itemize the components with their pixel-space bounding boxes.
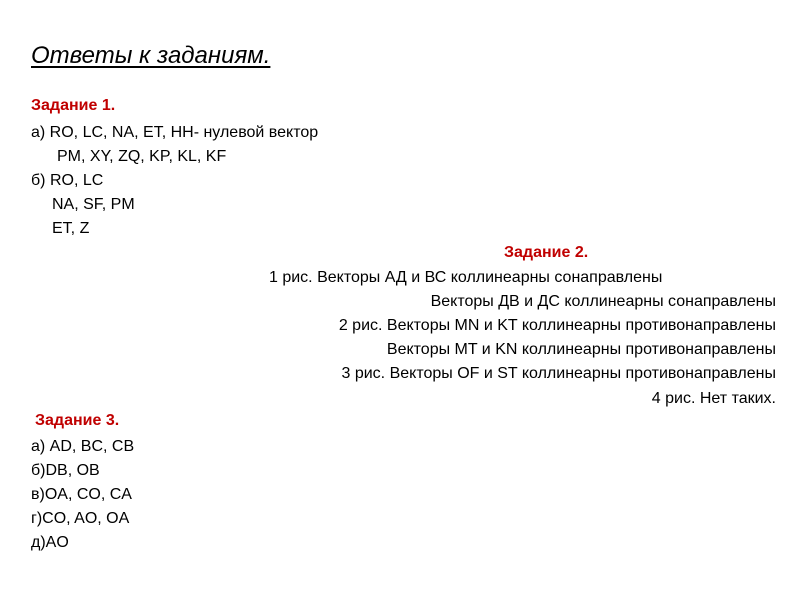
task2-line-5: 3 рис. Векторы OF и ST коллинеарны противонаправлены bbox=[341, 365, 776, 382]
task3-line-a: а) AD, BC, CB bbox=[31, 438, 135, 455]
answers-title: Ответы к заданиям. bbox=[31, 42, 271, 69]
task3-line-g: г)CO, AO, OA bbox=[31, 510, 130, 527]
task3-line-d: д)AO bbox=[31, 534, 69, 551]
task2-line-3: 2 рис. Векторы MN и KT коллинеарны противонаправлены bbox=[338, 317, 776, 334]
task2-line-2: Векторы ДВ и ДС коллинеарны сонаправлены bbox=[430, 293, 776, 310]
task1-line-a-cont: PM, XY, ZQ, KP, KL, KF bbox=[57, 148, 227, 165]
task1-heading: Задание 1. bbox=[31, 97, 116, 114]
task1-line-b: б) RO, LC bbox=[31, 172, 104, 189]
task1-line-b-cont1: NA, SF, PM bbox=[52, 196, 135, 213]
task1-line-b-cont2: ET, Z bbox=[52, 220, 90, 237]
task3-line-b: б)DB, OB bbox=[31, 462, 100, 479]
task2-line-4: Векторы MT и KN коллинеарны противонаправлены bbox=[386, 341, 776, 358]
task3-line-v: в)OA, CO, CA bbox=[31, 486, 132, 503]
task2-line-1: 1 рис. Векторы АД и ВС коллинеарны сонаправлены bbox=[269, 269, 663, 286]
task3-heading: Задание 3. bbox=[35, 412, 120, 429]
task2-line-6: 4 рис. Нет таких. bbox=[651, 390, 776, 407]
task1-line-a: а) RO, LC, NA, ET, HH- нулевой вектор bbox=[31, 124, 319, 141]
task2-heading: Задание 2. bbox=[504, 244, 589, 261]
